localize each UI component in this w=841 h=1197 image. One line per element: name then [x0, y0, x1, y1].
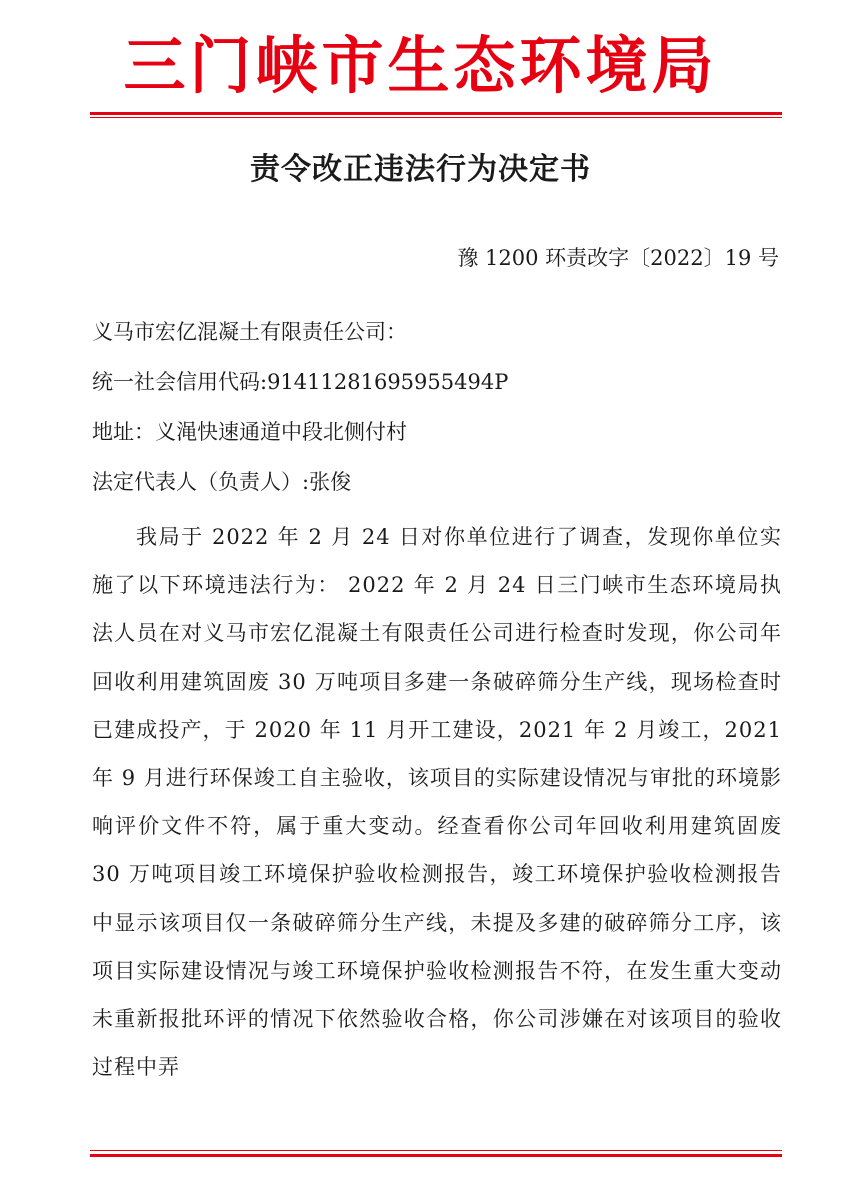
recipient-company: 义马市宏亿混凝土有限责任公司：	[92, 320, 407, 344]
recipient-credit-code: 统一社会信用代码:91411281695955494P	[92, 370, 509, 394]
header-red-rule	[90, 112, 782, 115]
agency-header-title: 三门峡市生态环境局	[123, 29, 718, 102]
footer-red-rule	[90, 1154, 782, 1157]
recipient-address: 地址：义渑快速通道中段北侧付村	[92, 420, 407, 444]
header-red-rule-thin	[90, 117, 782, 118]
footer-red-rule-thin	[90, 1150, 782, 1151]
document-title: 责令改正违法行为决定书	[250, 152, 591, 187]
recipient-representative: 法定代表人（负责人）:张俊	[92, 470, 352, 494]
document-number: 豫 1200 环责改字〔2022〕19 号	[457, 246, 779, 270]
decision-body-paragraph: 我局于 2022 年 2 月 24 日对你单位进行了调查，发现你单位实施了以下环境违法行为： 2022 年 2 月 24 日三门峡市生态环境局执法人员在对义马市宏亿混凝土有限责任公司进行检查时发现，你公司年回收利用建筑固废 30 万吨项目多建一条破碎筛分生产线，现场检查时已建成投产，于 2020 年 11 月开工建设，2021 年 2 月竣工，2021 年 9 月进行环保竣工自主验收，该项目的实际建设情况与审批的环境影响评价文件不符，属于重大变动。经查看你公司年回收利用建筑固废 30 万吨项目竣工环境保护验收检测报告，竣工环境保护验收检测报告中显示该项目仅一条破碎筛分生产线，未提及多建的破碎筛分工序，该项目实际建设情况与竣工环境保护验收检测报告不符，在发生重大变动未重新报批环评的情况下依然验收合格，你公司涉嫌在对该项目的验收过程中弄	[92, 525, 782, 1080]
